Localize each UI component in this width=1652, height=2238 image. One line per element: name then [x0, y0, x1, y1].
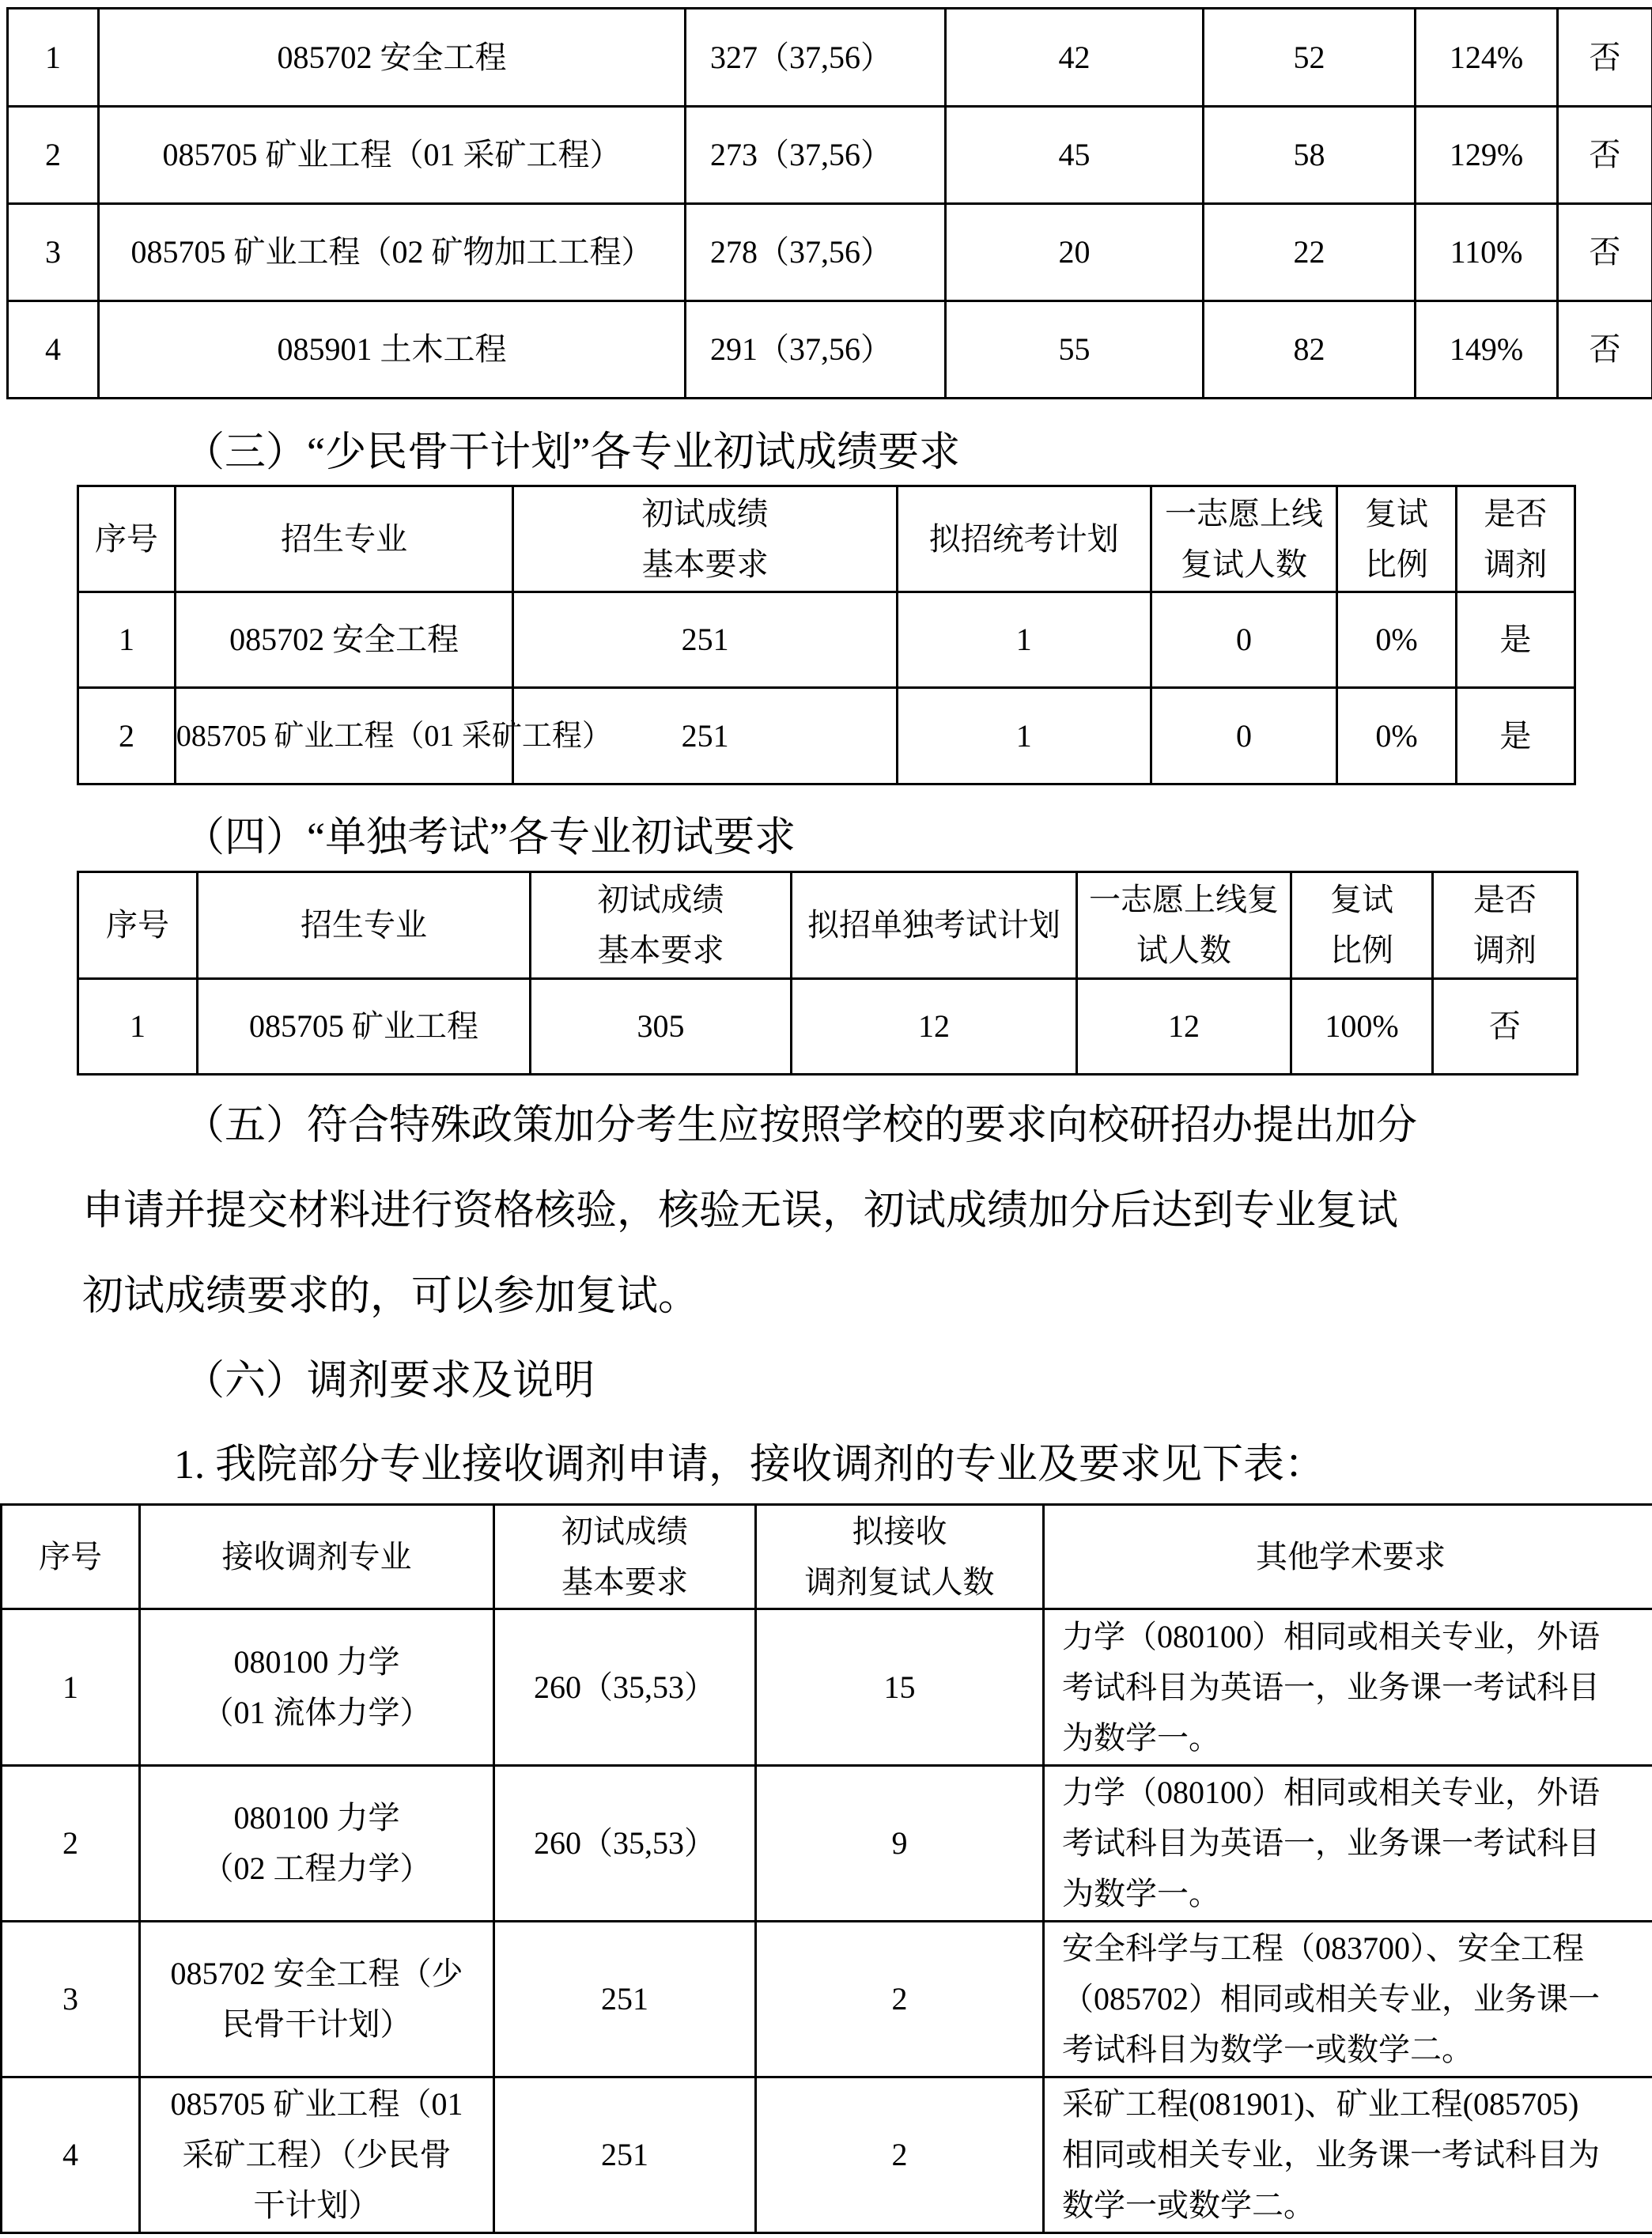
cell-adjust: 是 — [1456, 688, 1575, 784]
cell-no: 2 — [78, 688, 176, 784]
cell-no: 1 — [2, 1609, 140, 1766]
cell-plan: 12 — [792, 979, 1077, 1075]
header-ratio: 复试 比例 — [1337, 486, 1456, 592]
table-header-row — [78, 486, 1575, 592]
cell-major: 085705 矿业工程（01 采矿工程） — [99, 107, 686, 204]
header-plan: 拟招单独考试计划 — [792, 872, 1077, 979]
cell-ratio: 149% — [1416, 301, 1558, 399]
cell-plan: 1 — [897, 688, 1151, 784]
section6-heading: （六）调剂要求及说明 — [183, 1359, 595, 1404]
cell-applicants: 52 — [1204, 9, 1416, 107]
cell-ratio: 0% — [1337, 592, 1456, 688]
header-no: 序号 — [78, 872, 198, 979]
cell-score: 273（37,56） — [686, 107, 946, 204]
adjustment-table — [0, 1503, 1652, 2234]
header-adjust: 是否 调剂 — [1433, 872, 1578, 979]
section3-heading: （三）“少民骨干计划”各专业初试成绩要求 — [183, 430, 961, 475]
table-row — [2, 1922, 1652, 2077]
cell-adjust: 否 — [1433, 979, 1578, 1075]
table-row — [8, 9, 1652, 107]
cell-ratio: 0% — [1337, 688, 1456, 784]
cell-major: 085702 安全工程 — [175, 592, 513, 688]
cell-major: 085705 矿业工程（01 采矿工程）（少民骨 干计划） — [140, 2077, 494, 2233]
cell-plan: 20 — [946, 204, 1204, 301]
table-header-row — [78, 872, 1578, 979]
cell-major: 085901 土木工程 — [99, 301, 686, 399]
cell-adjust: 否 — [1558, 204, 1652, 301]
cell-score: 327（37,56） — [686, 9, 946, 107]
cell-no: 3 — [2, 1922, 140, 2077]
quota-table — [6, 7, 1652, 399]
header-score: 初试成绩 基本要求 — [513, 486, 897, 592]
cell-no: 1 — [78, 979, 198, 1075]
cell-major: 080100 力学 （01 流体力学） — [140, 1609, 494, 1766]
paragraph-line: 初试成绩要求的，可以参加复试。 — [82, 1274, 700, 1319]
cell-applicants: 0 — [1151, 688, 1337, 784]
cell-no: 3 — [8, 204, 99, 301]
paragraph-line: 申请并提交材料进行资格核验，核验无误，初试成绩加分后达到专业复试 — [82, 1189, 1399, 1234]
table-row — [78, 688, 1575, 784]
header-no: 序号 — [78, 486, 176, 592]
cell-plan: 55 — [946, 301, 1204, 399]
cell-no: 2 — [8, 107, 99, 204]
cell-other: 采矿工程(081901)、矿业工程(085705) 相同或相关专业，业务课一考试科目为 数学一或数学二。 — [1044, 2077, 1652, 2233]
cell-score: 251 — [494, 1922, 756, 2077]
cell-applicants: 12 — [1077, 979, 1291, 1075]
header-plan: 拟招统考计划 — [897, 486, 1151, 592]
separate-exam-table — [77, 871, 1578, 1076]
header-other: 其他学术要求 — [1044, 1505, 1652, 1609]
table-row — [2, 1766, 1652, 1922]
cell-applicants: 0 — [1151, 592, 1337, 688]
cell-plan: 45 — [946, 107, 1204, 204]
header-major: 招生专业 — [175, 486, 513, 592]
cell-major: 085705 矿业工程 — [198, 979, 531, 1075]
table-row — [2, 2077, 1652, 2233]
paragraph-line: （五）符合特殊政策加分考生应按照学校的要求向校研招办提出加分 — [183, 1103, 1418, 1148]
cell-ratio: 100% — [1291, 979, 1433, 1075]
cell-count: 9 — [756, 1766, 1044, 1922]
cell-major: 085705 矿业工程（01 采矿工程） — [175, 688, 513, 784]
header-score: 初试成绩 基本要求 — [494, 1505, 756, 1609]
cell-major: 085702 安全工程（少 民骨干计划） — [140, 1922, 494, 2077]
cell-score: 251 — [513, 592, 897, 688]
table-row — [2, 1609, 1652, 1766]
header-score: 初试成绩 基本要求 — [531, 872, 792, 979]
cell-adjust: 否 — [1558, 9, 1652, 107]
table-header-row — [2, 1505, 1652, 1609]
cell-no: 1 — [8, 9, 99, 107]
table-row — [8, 107, 1652, 204]
cell-plan: 1 — [897, 592, 1151, 688]
cell-applicants: 82 — [1204, 301, 1416, 399]
cell-applicants: 58 — [1204, 107, 1416, 204]
cell-score: 251 — [494, 2077, 756, 2233]
header-applicants: 一志愿上线 复试人数 — [1151, 486, 1337, 592]
cell-other: 安全科学与工程（083700）、安全工程 （085702）相同或相关专业，业务课一 考试科目为数学一或数学二。 — [1044, 1922, 1652, 2077]
cell-plan: 42 — [946, 9, 1204, 107]
header-major: 招生专业 — [198, 872, 531, 979]
cell-score: 260（35,53） — [494, 1766, 756, 1922]
cell-adjust: 是 — [1456, 592, 1575, 688]
cell-score: 260（35,53） — [494, 1609, 756, 1766]
cell-major: 085702 安全工程 — [99, 9, 686, 107]
cell-adjust: 否 — [1558, 107, 1652, 204]
header-applicants: 一志愿上线复 试人数 — [1077, 872, 1291, 979]
table-row — [8, 204, 1652, 301]
cell-count: 2 — [756, 2077, 1044, 2233]
cell-no: 4 — [2, 2077, 140, 2233]
header-adjust: 是否 调剂 — [1456, 486, 1575, 592]
cell-count: 2 — [756, 1922, 1044, 2077]
cell-no: 2 — [2, 1766, 140, 1922]
cell-other: 力学（080100）相同或相关专业，外语 考试科目为英语一，业务课一考试科目 为数学一。 — [1044, 1609, 1652, 1766]
cell-score: 305 — [531, 979, 792, 1075]
cell-major: 080100 力学 （02 工程力学） — [140, 1766, 494, 1922]
cell-score: 278（37,56） — [686, 204, 946, 301]
cell-no: 4 — [8, 301, 99, 399]
header-count: 拟接收 调剂复试人数 — [756, 1505, 1044, 1609]
cell-ratio: 129% — [1416, 107, 1558, 204]
header-major: 接收调剂专业 — [140, 1505, 494, 1609]
table-row — [78, 592, 1575, 688]
minority-plan-table — [77, 485, 1576, 785]
cell-ratio: 124% — [1416, 9, 1558, 107]
cell-major: 085705 矿业工程（02 矿物加工工程） — [99, 204, 686, 301]
cell-adjust: 否 — [1558, 301, 1652, 399]
table-row — [78, 979, 1578, 1075]
cell-ratio: 110% — [1416, 204, 1558, 301]
section4-heading: （四）“单独考试”各专业初试要求 — [183, 815, 796, 860]
header-no: 序号 — [2, 1505, 140, 1609]
cell-no: 1 — [78, 592, 176, 688]
cell-applicants: 22 — [1204, 204, 1416, 301]
cell-count: 15 — [756, 1609, 1044, 1766]
section5-paragraph — [82, 1083, 1585, 1340]
cell-score: 251 — [513, 688, 897, 784]
cell-score: 291（37,56） — [686, 301, 946, 399]
header-ratio: 复试 比例 — [1291, 872, 1433, 979]
cell-other: 力学（080100）相同或相关专业，外语 考试科目为英语一，业务课一考试科目 为数学一。 — [1044, 1766, 1652, 1922]
table-row — [8, 301, 1652, 399]
section6-item1: 1. 我院部分专业接收调剂申请，接收调剂的专业及要求见下表： — [174, 1442, 1326, 1488]
